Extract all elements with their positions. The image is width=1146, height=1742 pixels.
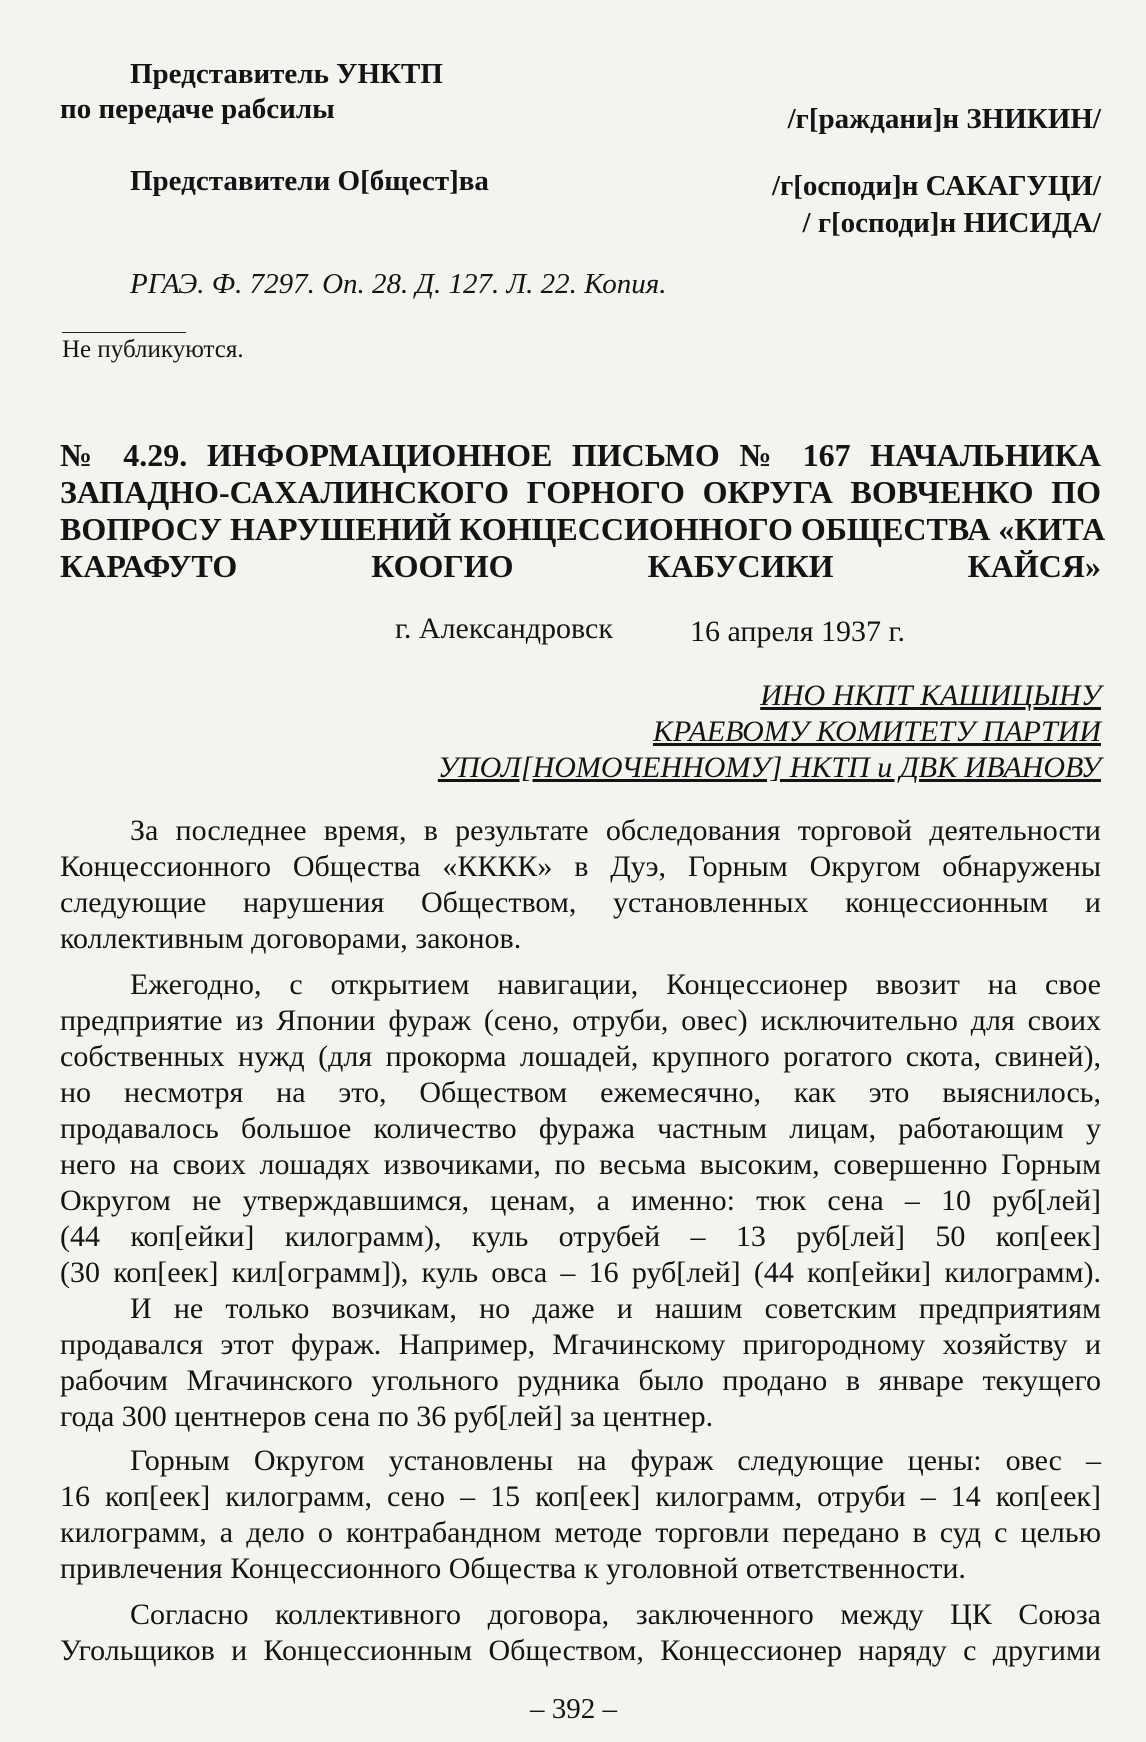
reverse-side-bleed-through xyxy=(60,55,1106,777)
body-line: (44 коп[ейки] килограмм), куль отрубей – 13 руб[лей] 50 коп[еек] xyxy=(60,1220,1101,1253)
unktp-rep-line1: Представитель УНКТП xyxy=(130,58,443,90)
addressee-1: ИНО НКПТ КАШИЦЫНУ xyxy=(760,679,1101,712)
doc-title-line4: КАРАФУТО КООГИО КАБУСИКИ КАЙСЯ» xyxy=(60,548,1101,584)
footnote-rule xyxy=(62,332,186,333)
body-line: привлечения Концессионного Общества к уголовной ответственности. xyxy=(60,1552,966,1585)
body-line: года 300 центнеров сена по 36 руб[лей] за центнер. xyxy=(60,1400,714,1433)
doc-title-line1: № 4.29. ИНФОРМАЦИОННОЕ ПИСЬМО № 167 НАЧАЛЬНИКА xyxy=(60,437,1101,473)
body-line: Концессионного Общества «КККК» в Дуэ, Горным Округом обнаружены xyxy=(60,850,1101,883)
body-line: Ежегодно, с открытием навигации, Концессионер ввозит на свое xyxy=(130,968,1101,1001)
addressee-3: УПОЛ[НОМОЧЕННОМУ] НКТП и ДВК ИВАНОВУ xyxy=(437,751,1101,784)
body-line: предприятие из Японии фураж (сено, отруби, овес) исключительно для своих xyxy=(60,1004,1101,1037)
body-line: следующие нарушения Обществом, установленных концессионным и xyxy=(60,886,1101,919)
body-line: Округом не утверждавшимся, ценам, а именно: тюк сена – 10 руб[лей] xyxy=(60,1184,1101,1217)
body-line: рабочим Мгачинского угольного рудника было продано в январе текущего xyxy=(60,1364,1101,1397)
unktp-rep-name: /г[раждани]н ЗНИКИН/ xyxy=(787,103,1101,135)
footnote-text: Не публикуются. xyxy=(62,336,244,363)
page-number: – 392 – xyxy=(530,1693,617,1725)
doc-title-line3: ВОПРОСУ НАРУШЕНИЙ КОНЦЕССИОННОГО ОБЩЕСТВА «КИТА xyxy=(60,511,1106,547)
body-line: (30 коп[еек] кил[ограмм]), куль овса – 16 руб[лей] (44 коп[ейки] килограмм). xyxy=(60,1256,1101,1289)
society-rep1-name: /г[осподи]н САКАГУЦИ/ xyxy=(772,170,1101,202)
body-line: И не только возчикам, но даже и нашим советским предприятиям xyxy=(130,1292,1101,1325)
body-line: Горным Округом установлены на фураж следующие цены: овес – xyxy=(130,1444,1101,1477)
body-line: коллективным договорами, законов. xyxy=(60,922,522,955)
body-line: продавалось большое количество фуража частным лицам, работающим у xyxy=(60,1112,1101,1145)
body-line: За последнее время, в результате обследования торговой деятельности xyxy=(130,814,1101,847)
body-line: продавался этот фураж. Например, Мгачинскому пригородному хозяйству и xyxy=(60,1328,1101,1361)
society-rep2-name: / г[осподи]н НИСИДА/ xyxy=(802,207,1101,239)
body-line: него на своих лошадях извочиками, по весьма высоким, совершенно Горным xyxy=(60,1148,1101,1181)
place: г. Александровск xyxy=(395,612,613,645)
date: 16 апреля 1937 г. xyxy=(690,615,905,648)
doc-title-line2: ЗАПАДНО-САХАЛИНСКОГО ГОРНОГО ОКРУГА ВОВЧЕНКО ПО xyxy=(60,474,1101,510)
body-line: Угольщиков и Концессионным Обществом, Концессионер наряду с другими xyxy=(60,1634,1101,1667)
body-line: 16 коп[еек] килограмм, сено – 15 коп[еек] килограмм, отруби – 14 коп[еек] xyxy=(60,1480,1101,1513)
society-reps-label: Представители О[бщест]ва xyxy=(130,165,489,197)
body-line: килограмм, а дело о контрабандном методе торговли передано в суд с целью xyxy=(60,1516,1101,1549)
body-line: собственных нужд (для прокорма лошадей, крупного рогатого скота, свиней), xyxy=(60,1040,1101,1073)
addressee-2: КРАЕВОМУ КОМИТЕТУ ПАРТИИ xyxy=(652,715,1101,748)
body-line: Согласно коллективного договора, заключенного между ЦК Союза xyxy=(130,1598,1101,1631)
unktp-rep-line2: по передаче рабсилы xyxy=(60,93,335,125)
archive-reference: РГАЭ. Ф. 7297. Оп. 28. Д. 127. Л. 22. Копия. xyxy=(130,268,667,300)
body-line: но несмотря на это, Обществом ежемесячно, как это выяснилось, xyxy=(60,1076,1101,1109)
